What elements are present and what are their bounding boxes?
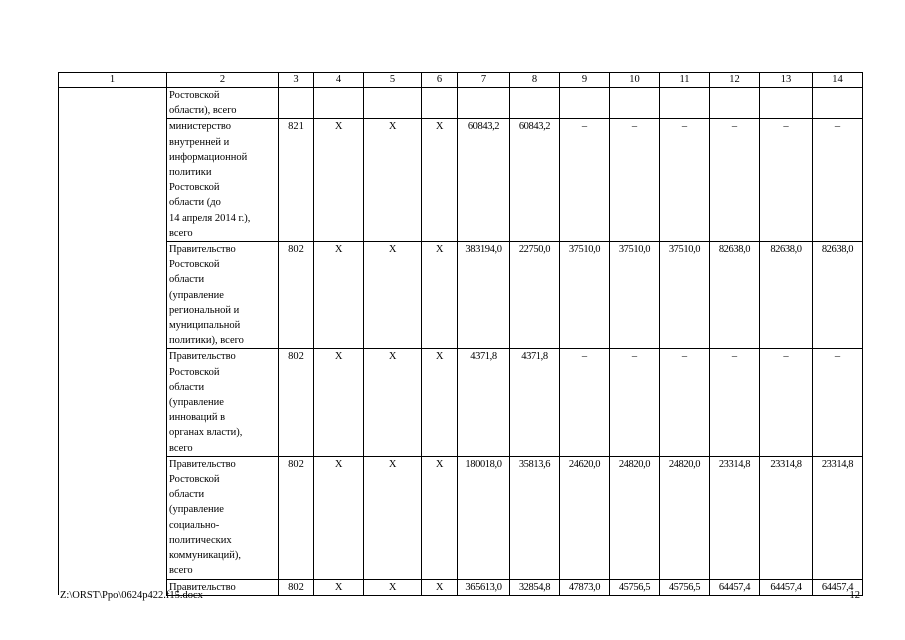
table-cell: 60843,2: [510, 119, 560, 242]
name-line: области (до: [169, 197, 221, 209]
name-line: Ростовской: [169, 182, 220, 194]
name-line: политических: [169, 534, 232, 546]
table-cell: 22750,0: [510, 242, 560, 349]
table-cell-col1: [59, 456, 167, 579]
table-cell: 32854,8: [510, 579, 560, 595]
column-header: 8: [510, 73, 560, 88]
table-cell: 37510,0: [610, 242, 660, 349]
name-line: министерство: [169, 121, 232, 133]
budget-table: [58, 72, 863, 596]
table-row: [59, 242, 863, 349]
column-header: 9: [560, 73, 610, 88]
column-header: 13: [760, 73, 813, 88]
table-cell: 365613,0: [458, 579, 510, 595]
column-header: 11: [660, 73, 710, 88]
name-line: коммуникаций),: [169, 550, 241, 562]
column-header: 14: [813, 73, 863, 88]
table-cell: –: [610, 349, 660, 456]
table-cell: 45756,5: [610, 579, 660, 595]
name-line: региональной и: [169, 304, 240, 316]
name-line: социально-: [169, 519, 220, 531]
table-cell: [422, 88, 458, 119]
table-cell: –: [660, 119, 710, 242]
table-cell: 802: [279, 349, 314, 456]
table-cell: –: [760, 349, 813, 456]
table-cell-col1: [59, 88, 167, 119]
table-cell: 45756,5: [660, 579, 710, 595]
table-cell: 23314,8: [813, 456, 863, 579]
table-cell-name: [167, 349, 279, 456]
name-line: Ростовской: [169, 259, 220, 271]
table-cell: Х: [314, 119, 364, 242]
name-line: внутренней и: [169, 136, 230, 148]
table-cell-col1: [59, 349, 167, 456]
table-row: [59, 88, 863, 119]
table-cell: 802: [279, 456, 314, 579]
table-cell: 23314,8: [710, 456, 760, 579]
name-line: области), всего: [169, 105, 237, 117]
table-cell: 64457,4: [760, 579, 813, 595]
name-line: Правительство: [169, 351, 236, 363]
table-cell: 4371,8: [510, 349, 560, 456]
table-row: [59, 119, 863, 242]
table-cell: Х: [314, 349, 364, 456]
table-cell: 60843,2: [458, 119, 510, 242]
table-cell: Х: [422, 349, 458, 456]
table-cell: [510, 88, 560, 119]
table-cell: 24820,0: [660, 456, 710, 579]
table-cell: –: [710, 119, 760, 242]
column-header: 4: [314, 73, 364, 88]
name-line: (управление: [169, 397, 224, 409]
table-cell: 37510,0: [660, 242, 710, 349]
table-cell: 64457,4: [813, 579, 863, 595]
name-line: информационной: [169, 151, 248, 163]
table-cell: [560, 88, 610, 119]
table-cell: 4371,8: [458, 349, 510, 456]
table-cell: 35813,6: [510, 456, 560, 579]
table-body: [59, 88, 863, 596]
table-cell: Х: [364, 456, 422, 579]
column-header: 10: [610, 73, 660, 88]
name-line: Ростовской: [169, 474, 220, 486]
footer-page-number: 12: [849, 590, 860, 601]
table-cell-name: [167, 242, 279, 349]
name-line: области: [169, 381, 205, 393]
name-line: 14 апреля 2014 г.),: [169, 212, 251, 224]
column-header: 12: [710, 73, 760, 88]
table-cell: 64457,4: [710, 579, 760, 595]
table-cell: –: [813, 119, 863, 242]
table-cell: 82638,0: [760, 242, 813, 349]
table-cell: Х: [422, 242, 458, 349]
table-cell: [660, 88, 710, 119]
name-line: Правительство: [169, 581, 236, 593]
name-line: органах власти),: [169, 427, 243, 439]
table-cell: [710, 88, 760, 119]
table-cell: Х: [364, 119, 422, 242]
table-cell: Х: [364, 242, 422, 349]
name-line: (управление: [169, 504, 224, 516]
column-header: 7: [458, 73, 510, 88]
table-cell: 23314,8: [760, 456, 813, 579]
table-cell: [364, 88, 422, 119]
table-cell: –: [560, 349, 610, 456]
table-cell-name: [167, 119, 279, 242]
name-line: Правительство: [169, 458, 236, 470]
column-header: 5: [364, 73, 422, 88]
table-header-row: [59, 73, 863, 88]
table-cell: 802: [279, 579, 314, 595]
table-cell: 37510,0: [560, 242, 610, 349]
table-cell: 24620,0: [560, 456, 610, 579]
name-line: (управление: [169, 289, 224, 301]
table-cell: 821: [279, 119, 314, 242]
table-row: [59, 456, 863, 579]
table-cell: Х: [364, 579, 422, 595]
column-header: 3: [279, 73, 314, 88]
table-cell: Х: [422, 456, 458, 579]
table-cell: Х: [314, 579, 364, 595]
table-cell-name: [167, 88, 279, 119]
table-cell: [813, 88, 863, 119]
column-header: 6: [422, 73, 458, 88]
table-cell: –: [660, 349, 710, 456]
table-cell-col1: [59, 242, 167, 349]
table-cell: –: [710, 349, 760, 456]
table-cell: Х: [422, 579, 458, 595]
name-line: всего: [169, 442, 193, 454]
table-row: [59, 349, 863, 456]
table-cell: [458, 88, 510, 119]
name-line: инноваций в: [169, 412, 226, 424]
table-cell-col1: [59, 119, 167, 242]
table-cell: [314, 88, 364, 119]
column-header: 1: [59, 73, 167, 88]
table-cell: Х: [314, 456, 364, 579]
table-cell: Х: [364, 349, 422, 456]
table-cell: Х: [314, 242, 364, 349]
table-cell: 24820,0: [610, 456, 660, 579]
name-line: всего: [169, 227, 193, 239]
table-cell: –: [760, 119, 813, 242]
table-cell: 383194,0: [458, 242, 510, 349]
table-cell: 802: [279, 242, 314, 349]
table-cell: [279, 88, 314, 119]
name-line: Ростовской: [169, 90, 220, 101]
name-line: всего: [169, 565, 193, 577]
name-line: области: [169, 489, 205, 501]
table-cell: –: [813, 349, 863, 456]
table-cell-name: [167, 456, 279, 579]
table-cell: 47873,0: [560, 579, 610, 595]
table-cell: 82638,0: [813, 242, 863, 349]
table-cell: 82638,0: [710, 242, 760, 349]
footer-file-path: Z:\ORST\Ppo\0624p422.f15.docx: [60, 590, 203, 601]
column-header: 2: [167, 73, 279, 88]
name-line: Ростовской: [169, 366, 220, 378]
table-cell: –: [610, 119, 660, 242]
name-line: области: [169, 274, 205, 286]
name-line: политики: [169, 167, 212, 179]
table-cell: –: [560, 119, 610, 242]
table-cell: [760, 88, 813, 119]
name-line: политики), всего: [169, 335, 244, 347]
name-line: Правительство: [169, 244, 236, 256]
table-cell: [610, 88, 660, 119]
table-cell: Х: [422, 119, 458, 242]
name-line: муниципальной: [169, 320, 241, 332]
table-cell: 180018,0: [458, 456, 510, 579]
